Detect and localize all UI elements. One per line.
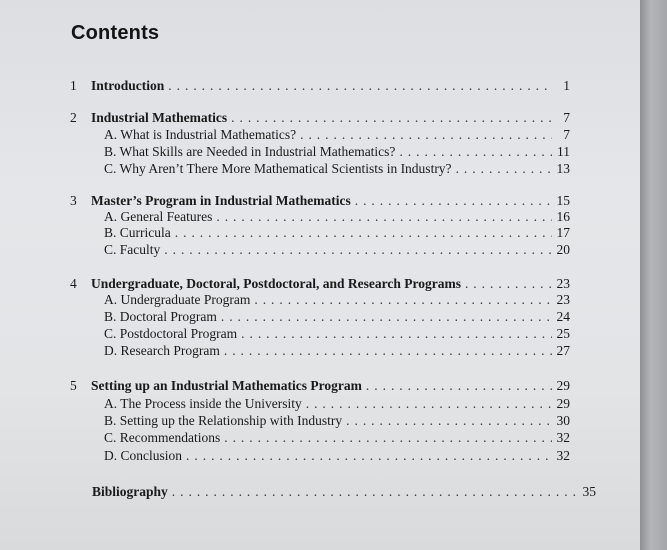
section-title: C. Postdoctoral Program: [104, 326, 238, 341]
toc-section-4d: [104, 343, 570, 360]
toc-section-5b: [104, 413, 570, 430]
page-number: 7: [563, 127, 570, 142]
page-number: 32: [556, 430, 570, 445]
dot-leader: [254, 292, 552, 308]
section-title: B. Doctoral Program: [104, 309, 217, 324]
dot-leader: [241, 326, 552, 342]
page-number: 35: [582, 484, 596, 499]
toc-section-2b: [104, 144, 570, 161]
chapter-title: Master’s Program in Industrial Mathematics: [91, 193, 351, 208]
page-number: 32: [556, 448, 570, 463]
dot-leader: [231, 110, 552, 126]
chapter-number: 3: [70, 193, 77, 208]
page-number: 13: [556, 161, 570, 176]
chapter-title: Setting up an Industrial Mathematics Program: [91, 378, 362, 393]
section-title: B. Setting up the Relationship with Industry: [104, 413, 343, 428]
toc-section-4b: [104, 309, 570, 326]
section-title: A. The Process inside the University: [104, 396, 302, 411]
dot-leader: [456, 161, 552, 177]
page-number: 24: [556, 309, 570, 324]
page-number: 1: [563, 78, 570, 93]
dot-leader: [399, 144, 552, 160]
page-number: 29: [556, 378, 570, 393]
toc-section-3c: [104, 242, 570, 259]
page-title: Contents: [71, 22, 160, 44]
chapter-title: Undergraduate, Doctoral, Postdoctoral, and Research Programs: [91, 276, 461, 291]
dot-leader: [216, 209, 552, 225]
section-title: B. What Skills are Needed in Industrial Mathematics?: [104, 144, 396, 159]
page-number: 17: [556, 225, 570, 240]
toc-section-4c: [104, 326, 570, 343]
toc-chapter-3: [70, 193, 570, 210]
toc-chapter-2: [70, 110, 570, 127]
chapter-number: 1: [70, 78, 77, 93]
dot-leader: [164, 242, 552, 258]
toc-section-5d: [104, 448, 570, 465]
section-title: C. Recommendations: [104, 430, 221, 445]
chapter-number: 2: [70, 110, 77, 125]
dot-leader: [221, 309, 552, 325]
toc-section-3b: [104, 225, 570, 242]
dot-leader: [300, 127, 552, 143]
toc-chapter-5: [70, 378, 570, 395]
page-number: 15: [556, 193, 570, 208]
dot-leader: [175, 225, 552, 241]
section-title: C. Faculty: [104, 242, 161, 257]
toc-chapter-4: [70, 276, 570, 293]
dot-leader: [168, 78, 552, 94]
dot-leader: [366, 378, 552, 394]
page-number: 20: [556, 242, 570, 257]
page-number: 16: [556, 209, 570, 224]
dot-leader: [224, 343, 552, 359]
toc-chapter-1: [70, 78, 570, 95]
section-title: C. Why Aren’t There More Mathematical Scientists in Industry?: [104, 161, 452, 176]
dot-leader: [172, 484, 578, 500]
toc-section-5a: [104, 396, 570, 413]
section-title: A. Undergraduate Program: [104, 292, 251, 307]
dot-leader: [306, 396, 552, 412]
section-title: A. General Features: [104, 209, 213, 224]
chapter-title: Introduction: [91, 78, 165, 93]
section-title: D. Conclusion: [104, 448, 183, 463]
section-title: A. What is Industrial Mathematics?: [104, 127, 297, 142]
dot-leader: [355, 193, 552, 209]
section-title: B. Curricula: [104, 225, 171, 240]
dot-leader: [346, 413, 552, 429]
dot-leader: [224, 430, 552, 446]
chapter-number: 5: [70, 378, 77, 393]
toc-section-4a: [104, 292, 570, 309]
toc-section-2a: [104, 127, 570, 144]
page-number: 23: [556, 292, 570, 307]
page-number: 7: [563, 110, 570, 125]
bibliography-title: Bibliography: [92, 484, 168, 499]
toc-bibliography: [92, 484, 596, 501]
page-number: 11: [557, 144, 570, 159]
page-number: 27: [556, 343, 570, 358]
page-number: 25: [556, 326, 570, 341]
dot-leader: [465, 276, 552, 292]
page-number: 29: [556, 396, 570, 411]
chapter-title: Industrial Mathematics: [91, 110, 228, 125]
toc-section-2c: [104, 161, 570, 178]
page-stack-edge: [640, 0, 667, 550]
page-number: 30: [556, 413, 570, 428]
toc-section-5c: [104, 430, 570, 447]
section-title: D. Research Program: [104, 343, 220, 358]
toc-section-3a: [104, 209, 570, 226]
chapter-number: 4: [70, 276, 77, 291]
page-number: 23: [556, 276, 570, 291]
dot-leader: [186, 448, 552, 464]
